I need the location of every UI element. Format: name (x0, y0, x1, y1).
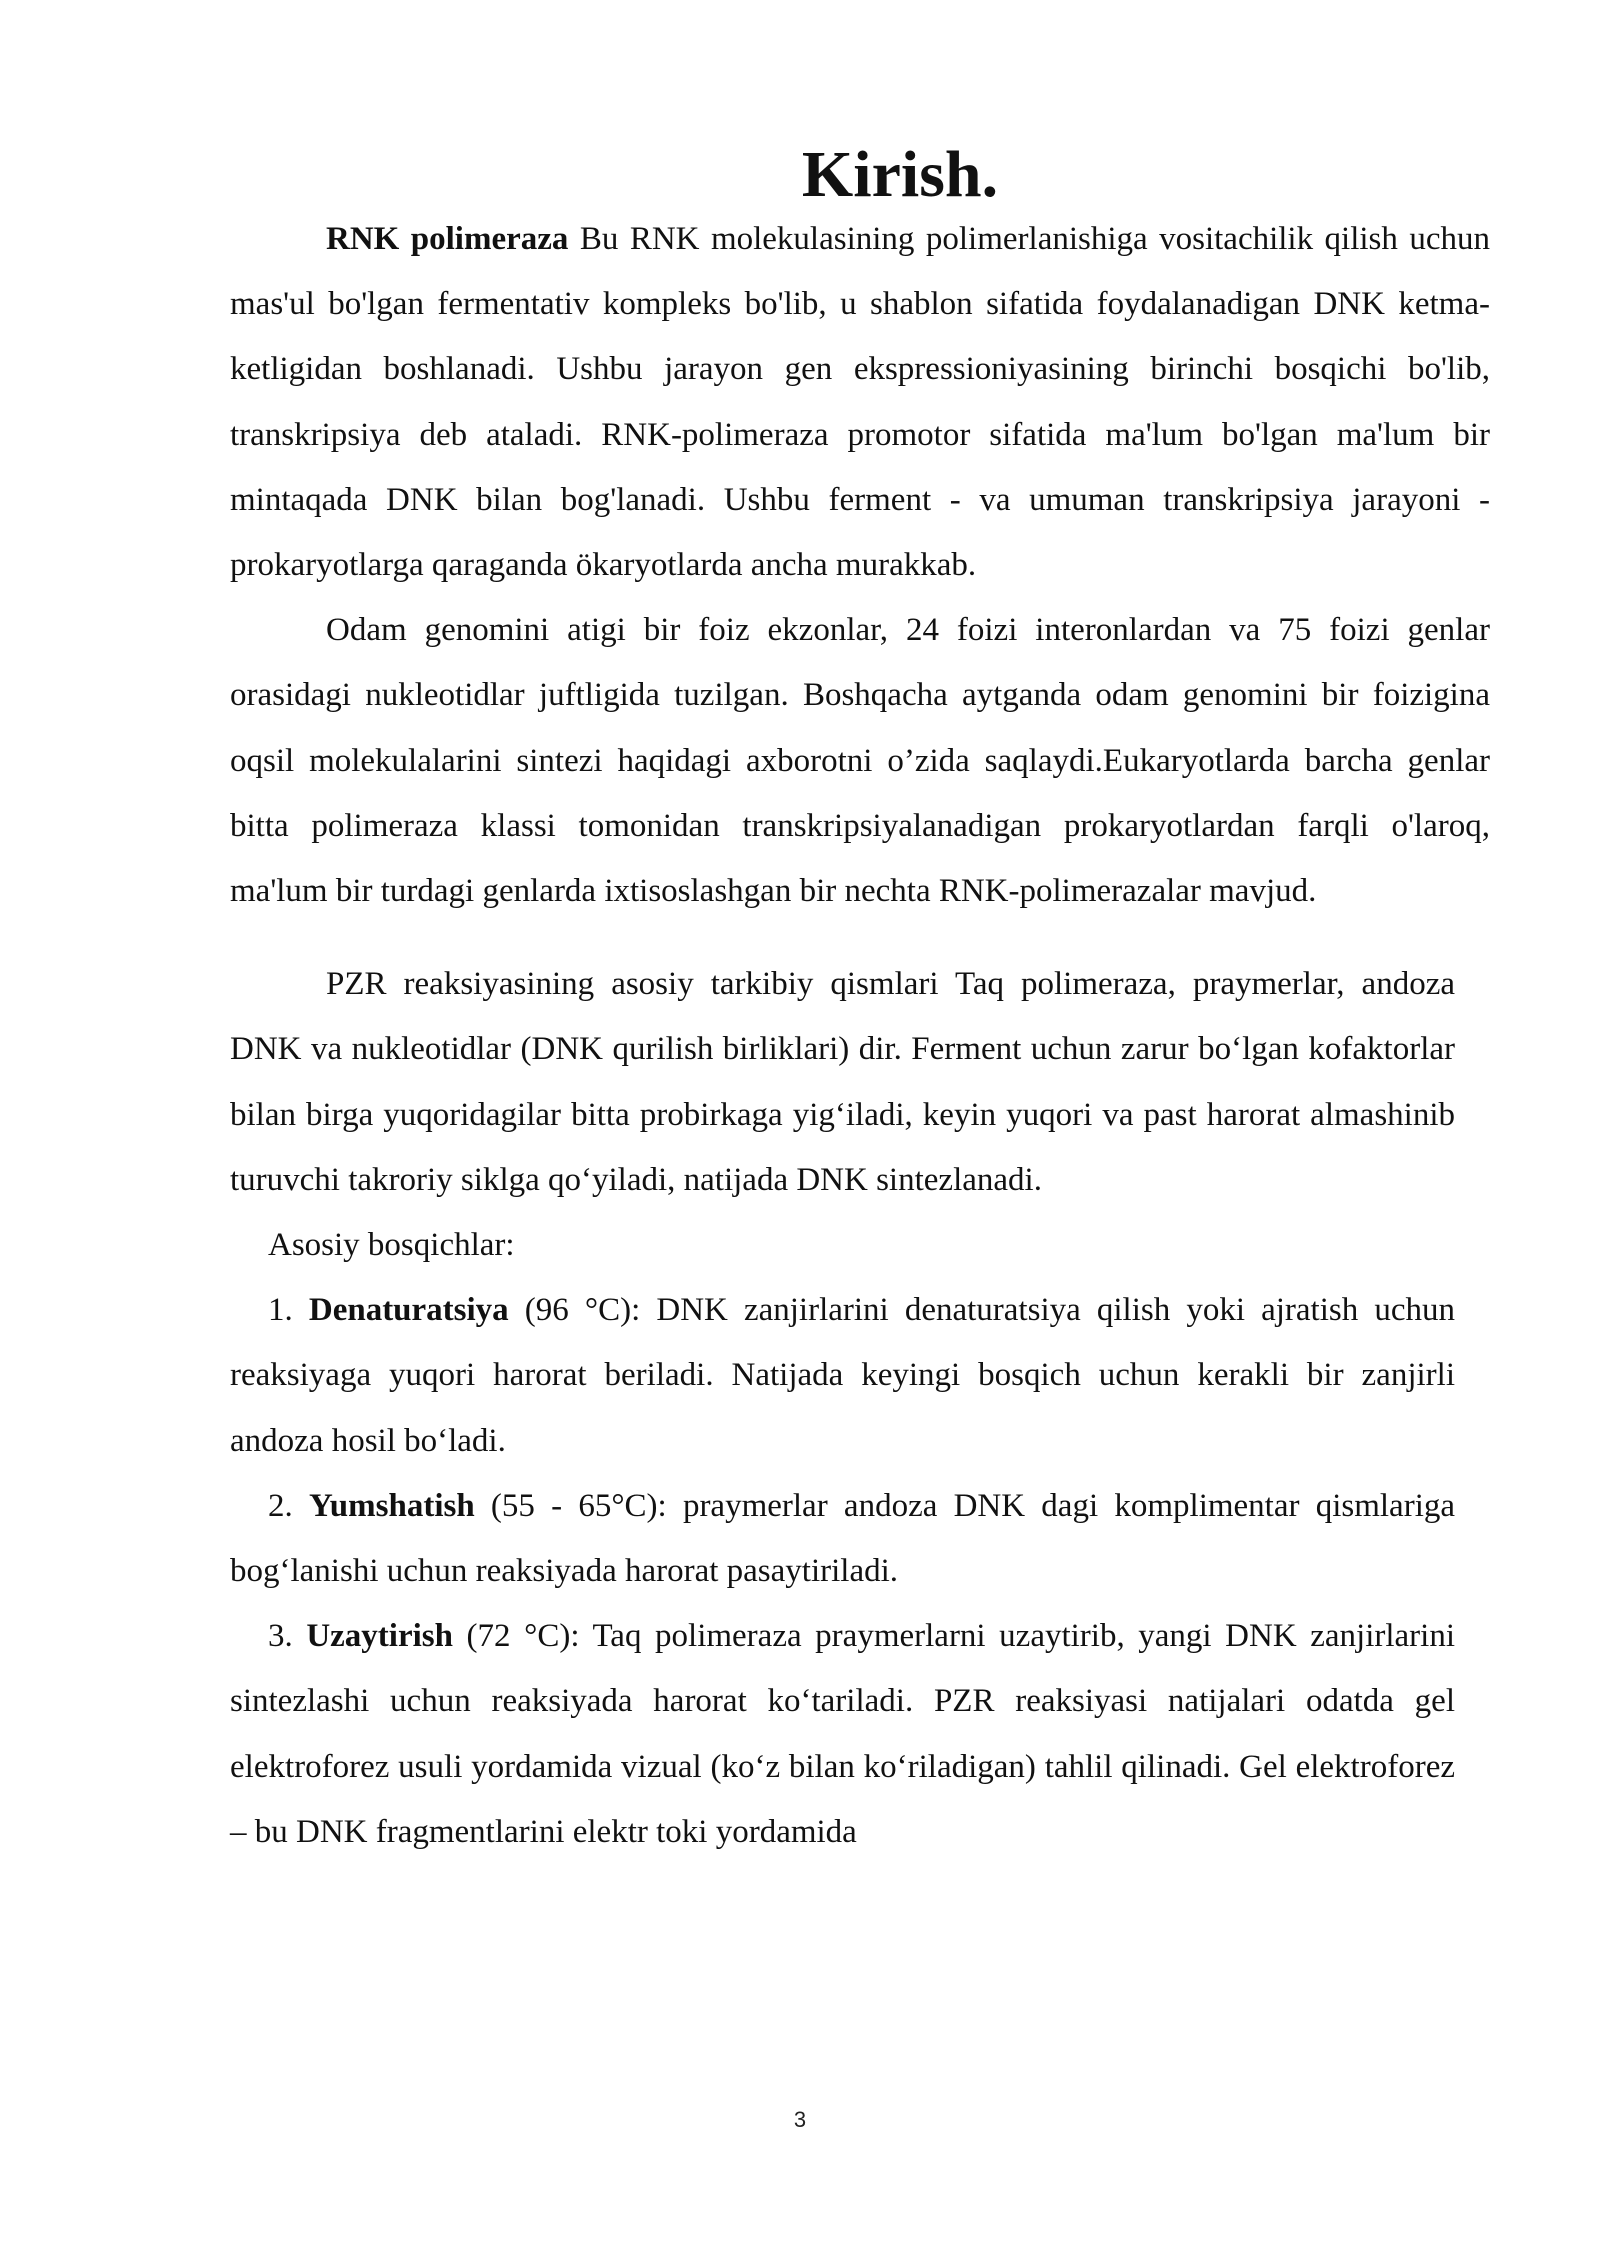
pzr-paragraph: PZR reaksiyasining asosiy tarkibiy qismlari Taq polimeraza, praymerlar, andoza DNK va nukleotidlar (DNK qurilish birliklari) dir. Ferment uchun zarur bo‘lgan kofaktorlar bilan birga yuqoridagilar bitta probirkaga yig‘iladi, keyin yuqori va past harorat almashinib turuvchi takroriy siklga qo‘yiladi, natijada DNK sintezlanadi. (230, 966, 1455, 1198)
step-term: Yumshatish (308, 1487, 475, 1524)
page-body (230, 138, 1490, 1865)
intro-text: Bu RNK molekulasining polimerlanishiga vositachilik qilish uchun mas'ul bo'lgan fermentativ kompleks bo'lib, u shablon sifatida foydalanadigan DNK ketma-ketligidan boshlanadi. Ushbu jarayon gen ekspressioniyasining birinchi bosqichi bo'lib, transkripsiya deb ataladi. RNK-polimeraza promotor sifatida ma'lum bo'lgan ma'lum bir mintaqada DNK bilan bog'lanadi. Ushbu ferment - va umuman transkripsiya jarayoni - prokaryotlarga qaraganda ökaryotlarda ancha murakkab. (230, 221, 1490, 584)
intro-term: RNK polimeraza (326, 221, 569, 257)
intro-paragraph (230, 207, 1490, 598)
step-number: 2. (268, 1487, 293, 1524)
steps-heading: Asosiy bosqichlar: (268, 1227, 515, 1264)
step-term: Uzaytirish (306, 1618, 453, 1655)
step-item-denaturation (230, 1278, 1455, 1474)
page-title: Kirish. (801, 138, 999, 211)
genome-paragraph: Odam genomini atigi bir foiz ekzonlar, 24 foizi interonlardan va 75 foizi genlar orasidagi nukleotidlar juftligida tuzilgan. Boshqacha aytganda odam genomini bir foizigina oqsil molekulalarini sintezi haqidagi axborotni o’zida saqlaydi.Eukaryotlarda barcha genlar bitta polimeraza klassi tomonidan transkripsiyalanadigan prokaryotlardan farqli o'laroq, ma'lum bir turdagi genlarda ixtisoslashgan bir nechta RNK-polimerazalar mavjud. (230, 612, 1490, 910)
step-item-annealing (230, 1474, 1455, 1604)
step-term: Denaturatsiya (308, 1292, 509, 1329)
step-text: (96 °C): DNK zanjirlarini denaturatsiya qilish yoki ajratish uchun reaksiyaga yuqori harorat beriladi. Natijada keyingi bosqich uchun kerakli bir zanjirli andoza hosil bo‘ladi. (230, 1292, 1455, 1459)
step-item-extension (230, 1604, 1455, 1865)
step-number: 1. (268, 1292, 293, 1329)
step-number: 3. (268, 1618, 293, 1655)
page-number: 3 (793, 2107, 807, 2132)
step-text: (55 - 65°C): praymerlar andoza DNK dagi komplimentar qismlariga bog‘lanishi uchun reaksiyada harorat pasaytiriladi. (230, 1487, 1456, 1590)
step-text: (72 °C): Taq polimeraza praymerlarni uzaytirib, yangi DNK zanjirlarini sintezlashi uchun reaksiyada harorat ko‘tariladi. PZR reaksiyasi natijalari odatda gel elektroforez usuli yordamida vizual (ko‘z bilan ko‘riladigan) tahlil qilinadi. Gel elektroforez – bu DNK fragmentlarini elektr toki yordamida (230, 1618, 1455, 1850)
